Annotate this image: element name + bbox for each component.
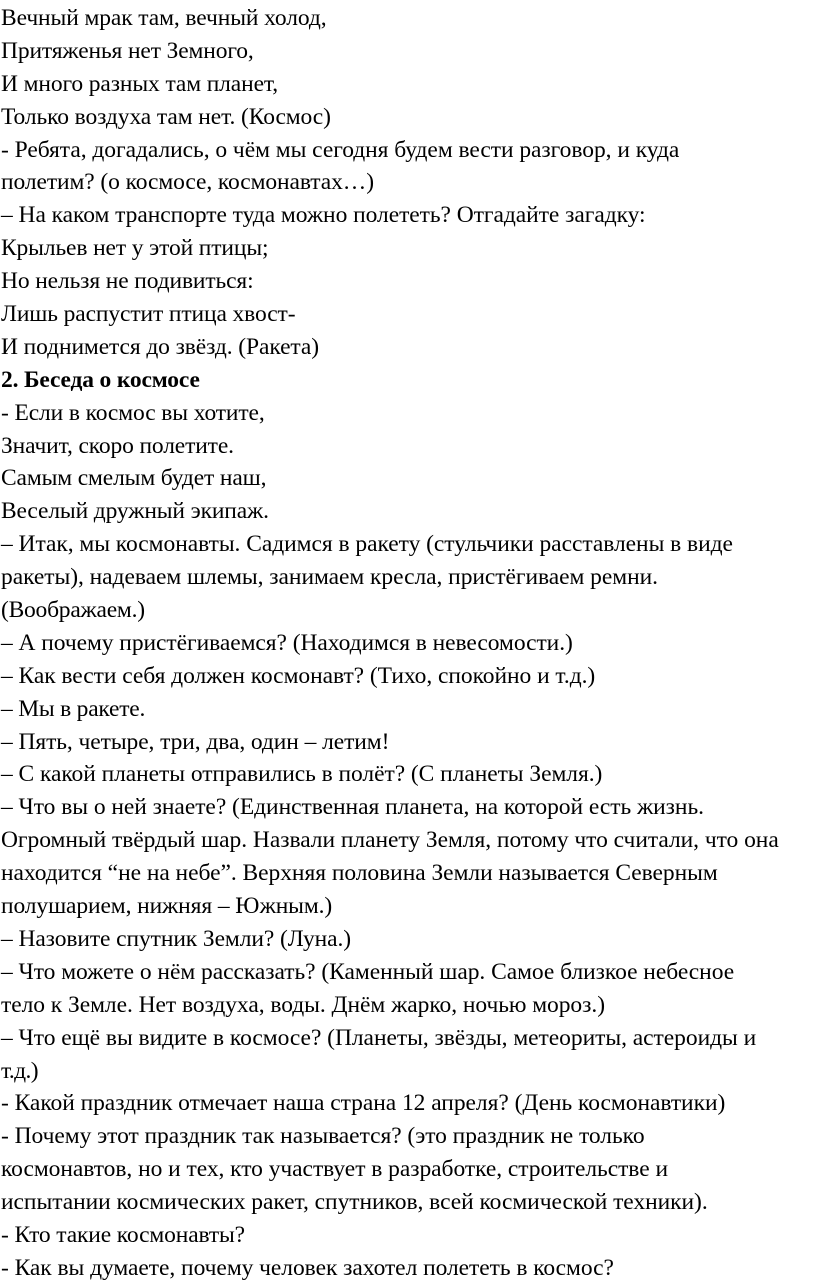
- text-line: Вечный мрак там, вечный холод,: [1, 5, 327, 31]
- text-line: Огромный твёрдый шар. Назвали планету Земля, потому что считали, что она: [1, 827, 779, 854]
- text-line: т.д.): [1, 1057, 39, 1084]
- text-line: - Кто такие космонавты?: [1, 1221, 245, 1248]
- section-heading: 2. Беседа о космосе: [1, 366, 200, 393]
- text-line: – Пять, четыре, три, два, один – летим!: [1, 728, 390, 755]
- text-line: – Итак, мы космонавты. Садимся в ракету (стульчики расставлены в виде: [1, 531, 733, 558]
- text-line: – Что вы о ней знаете? (Единственная планета, на которой есть жизнь.: [1, 794, 704, 821]
- text-line: – Назовите спутник Земли? (Луна.): [1, 925, 351, 952]
- text-line: – С какой планеты отправились в полёт? (С планеты Земля.): [1, 761, 603, 788]
- text-line: - Как вы думаете, почему человек захотел полететь в космос?: [1, 1254, 614, 1281]
- text-line: - Если в космос вы хотите,: [1, 399, 265, 426]
- text-line: – А почему пристёгиваемся? (Находимся в невесомости.): [1, 629, 573, 656]
- text-line: испытании космических ракет, спутников, всей космической техники).: [1, 1189, 708, 1216]
- text-line: Крыльев нет у этой птицы;: [1, 235, 269, 262]
- text-line: - Какой праздник отмечает наша страна 12 апреля? (День космонавтики): [1, 1090, 726, 1117]
- text-line: – Что можете о нём рассказать? (Каменный шар. Самое близкое небесное: [1, 958, 735, 985]
- text-line: – На каком транспорте туда можно полететь? Отгадайте загадку:: [1, 202, 646, 229]
- text-line: – Что ещё вы видите в космосе? (Планеты, звёзды, метеориты, астероиды и: [1, 1024, 757, 1051]
- text-line: (Воображаем.): [1, 597, 145, 624]
- text-line: Но нельзя не подивиться:: [1, 268, 254, 295]
- text-line: полетим? (о космосе, космонавтах…): [1, 169, 374, 196]
- text-line: Значит, скоро полетите.: [1, 432, 234, 459]
- text-line: Веселый дружный экипаж.: [1, 498, 269, 525]
- text-line: ракеты), надеваем шлемы, занимаем кресла, пристёгиваем ремни.: [1, 564, 658, 591]
- text-line: находится “не на небе”. Верхняя половина Земли называется Северным: [1, 860, 718, 887]
- text-line: - Ребята, догадались, о чём мы сегодня будем вести разговор, и куда: [1, 136, 680, 163]
- text-line: Притяженья нет Земного,: [1, 37, 254, 64]
- text-line: полушарием, нижняя – Южным.): [1, 893, 333, 920]
- text-line: Самым смелым будет наш,: [1, 465, 267, 492]
- text-line: - Почему этот праздник так называется? (это праздник не только: [1, 1123, 645, 1150]
- text-line: тело к Земле. Нет воздуха, воды. Днём жарко, ночью мороз.): [1, 991, 605, 1018]
- text-line: Лишь распустит птица хвост-: [1, 301, 296, 328]
- text-line: Только воздуха там нет. (Космос): [1, 103, 331, 130]
- text-line: – Как вести себя должен космонавт? (Тихо, спокойно и т.д.): [1, 662, 596, 689]
- text-line: – Мы в ракете.: [1, 695, 146, 722]
- text-line: И много разных там планет,: [1, 70, 279, 97]
- text-line: космонавтов, но и тех, кто участвует в разработке, строительстве и: [1, 1156, 668, 1183]
- text-line: И поднимется до звёзд. (Ракета): [1, 333, 319, 360]
